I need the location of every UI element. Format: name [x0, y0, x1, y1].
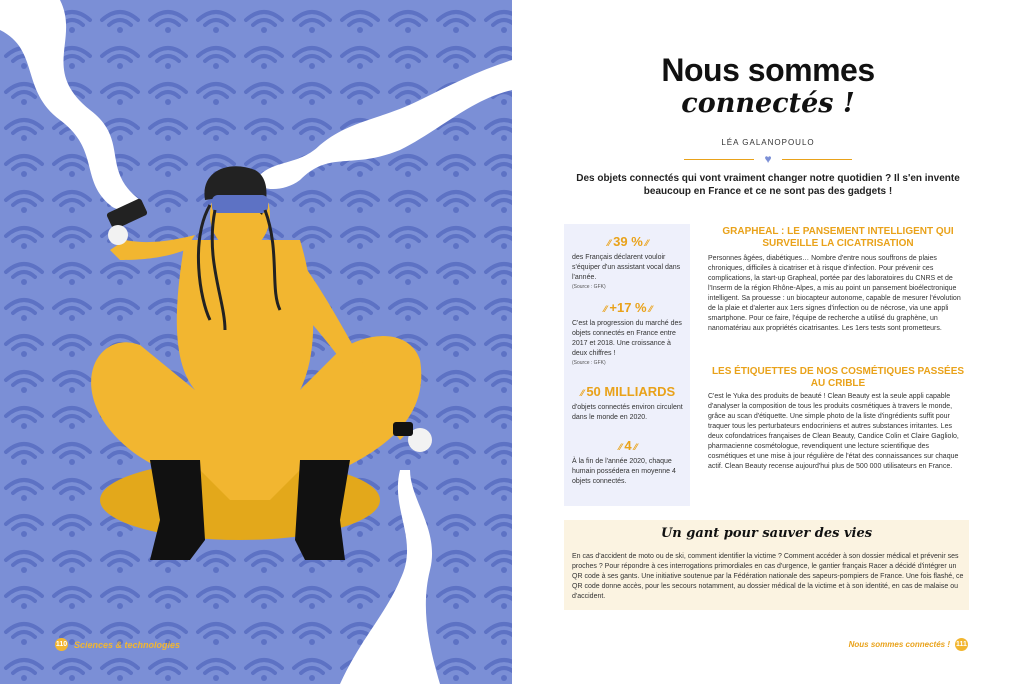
- title-divider: [684, 152, 852, 166]
- stat-value: ⁄⁄ 50 MILLIARDS: [580, 384, 676, 399]
- page-number-right: 111: [955, 638, 968, 651]
- stat-item: [572, 384, 684, 423]
- stat-item: [572, 234, 684, 290]
- stat-source: (Source : GFK): [572, 284, 606, 290]
- footer-title: Nous sommes connectés !: [848, 640, 950, 649]
- stat-text: C'est la progression du marché des objets connectés en France entre 2017 et 2018. Une croissance à deux chiffres !: [572, 320, 682, 357]
- section-label: Sciences & technologies: [74, 639, 181, 650]
- box-title: Un gant pour sauver des vies: [660, 526, 873, 541]
- stat-value: ⁄⁄ 39 % ⁄⁄: [607, 234, 649, 249]
- stat-source: (Source : GFK): [572, 360, 606, 366]
- article-title-line2: connectés !: [681, 88, 855, 119]
- section-heading: LES ÉTIQUETTES DE NOS COSMÉTIQUES PASSÉES AU CRIBLE: [711, 366, 965, 389]
- section-body: Personnes âgées, diabétiques… Nombre d'entre nous souffrons de plaies chroniques, difficiles à cicatriser et à risque d'infection. Pour prévenir ces complications, la start-up Grapheal, portée par des laboratoires du CNRS et de l'Inserm de la région Rhône-Alpes, a mis au point un pansement bioélectronique intelligent. Sa prouesse : un biocapteur autonome, capable de mesurer l'évolution de la plaie et d'alerter aux 1ers signes d'infection ou de nécrose, via une appli smartphone. Pour ce faire, l'équipe de recherche a utilisé du graphène, un nanomatériau aux propriétés cicatrisantes. Les 1ers tests sont prometteurs.: [708, 255, 961, 332]
- sidebar-box: [564, 520, 969, 610]
- stat-item: [572, 300, 684, 366]
- stat-value: ⁄⁄ 4 ⁄⁄: [618, 438, 638, 453]
- page-number-left: 110: [55, 638, 68, 651]
- stat-item: [572, 438, 684, 487]
- stat-text: des Français déclarent vouloir s'équiper d'un assistant vocal dans l'année.: [572, 254, 681, 281]
- author-byline: LÉA GALANOPOULO: [721, 138, 815, 147]
- footer-right: [849, 638, 968, 651]
- article-page: [512, 0, 1024, 684]
- box-body: En cas d'accident de moto ou de ski, comment identifier la victime ? Comment accéder à son dossier médical et prévenir ses proches ? Pour répondre à ces interrogations primordiales en cas d'urgence, le gantier français Racer a décidé d'intégrer un QR code à ses gants. Une initiative soutenue par la Fédération nationale des sapeurs-pompiers de France. Une fois flashé, ce QR code donne accès, pour les secours notamment, au dossier médical de la victime et à son identité, en cas de malaise ou d'accident.: [572, 553, 964, 600]
- stats-sidebar: [564, 224, 690, 506]
- heart-icon: ♥: [764, 152, 772, 166]
- article-intro: Des objets connectés qui vont vraiment changer notre quotidien ? Il s'en invente beaucoup en France et ce ne sont pas des gadgets !: [576, 173, 960, 197]
- article-title-line1: Nous sommes: [661, 52, 875, 88]
- section-body: C'est le Yuka des produits de beauté ! Clean Beauty est la seule appli capable d'analyser la composition de tous les produits cosmétiques à travers le monde, grâce au scan d'étiquette. Une simple photo de la liste d'ingrédients suffit pour traquer tous les perturbateurs endocriniens et autres substances irritantes. Les deux cofondatrices françaises de Clean Beauty, Candice Colin et Claire Gagliolo, pharmacienne cosmétologue, revendiquent une lecture scientifique des cosmétiques et une mise à jour régulière de l'état des connaissances sur chaque actif. Clean Beauty recense aujourd'hui plus de 500 000 utilisateurs en France.: [708, 393, 959, 470]
- stat-text: À la fin de l'année 2020, chaque humain possédera en moyenne 4 objets connectés.: [572, 458, 676, 485]
- section-heading: GRAPHEAL : LE PANSEMENT INTELLIGENT QUI SURVEILLE LA CICATRISATION: [722, 226, 954, 249]
- stat-value: ⁄⁄ +17 % ⁄⁄: [603, 300, 653, 315]
- footer-left: [55, 638, 180, 651]
- stat-text: d'objets connectés environ circulent dans le monde en 2020.: [572, 404, 683, 421]
